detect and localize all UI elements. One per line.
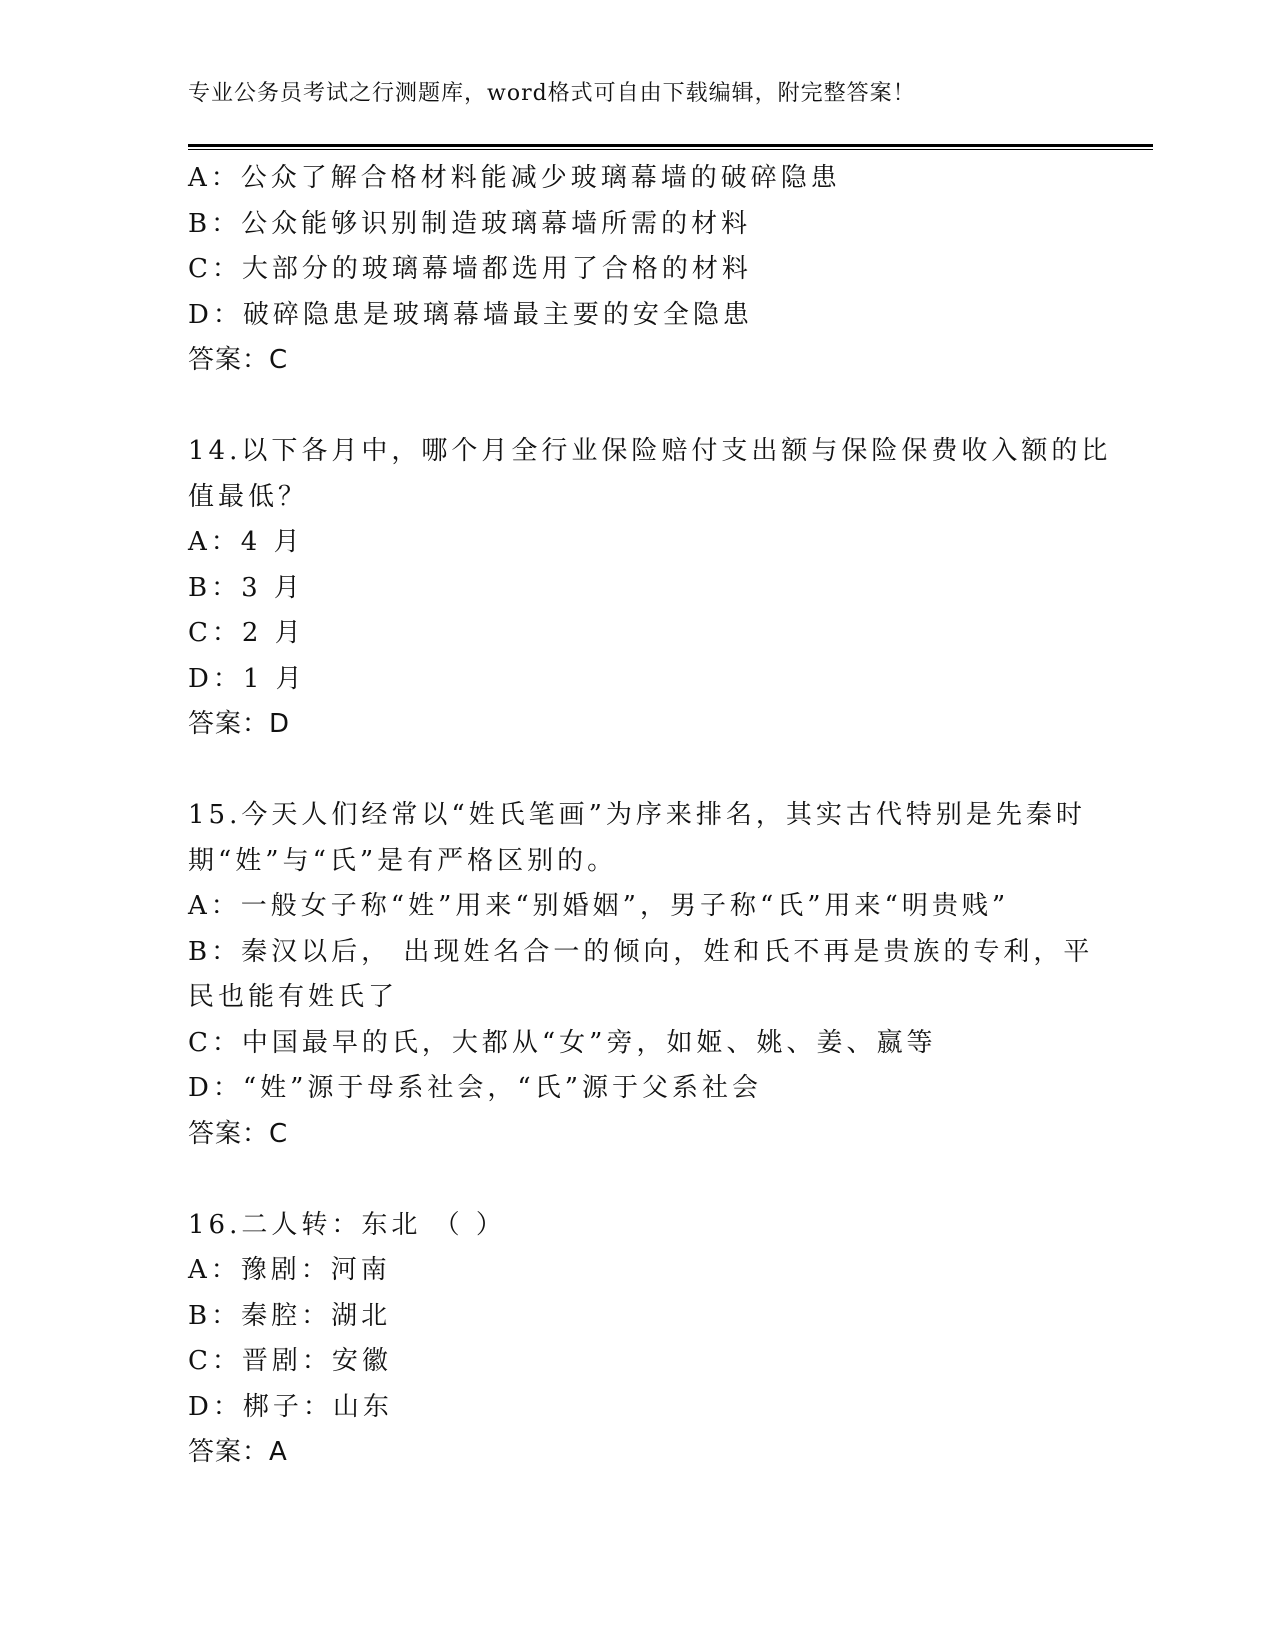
- question-13-block: [188, 156, 1088, 384]
- option-a: A：公众了解合格材料能减少玻璃幕墙的破碎隐患: [188, 163, 841, 193]
- question-stem-continued: 期“姓”与“氏”是有严格区别的。: [188, 845, 618, 876]
- option-d: D：破碎隐患是玻璃幕墙最主要的安全隐患: [188, 299, 753, 330]
- page-header: 专业公务员考试之行测题库，word格式可自由下载编辑，附完整答案！: [188, 81, 916, 106]
- option-a: A：一般女子称“姓”用来“别婚姻”，男子称“氏”用来“明贵贱”: [188, 891, 1010, 921]
- option-d: D：梆子：山东: [188, 1391, 393, 1422]
- answer-line: 答案：C: [188, 1118, 289, 1149]
- question-stem: 14.以下各月中，哪个月全行业保险赔付支出额与保险保费收入额的比: [188, 436, 1112, 466]
- option-c: C：大部分的玻璃幕墙都选用了合格的材料: [188, 254, 752, 284]
- question-15-block: [188, 793, 1094, 1157]
- option-b-continued: 民也能有姓氏了: [188, 982, 399, 1012]
- option-d: D：1 月: [188, 663, 306, 694]
- header-rule-thick: [188, 144, 1153, 147]
- option-b: B：秦腔：湖北: [188, 1300, 392, 1331]
- option-c: C：2 月: [188, 618, 305, 648]
- answer-line: 答案：D: [188, 709, 291, 739]
- header-rule-thin: [188, 149, 1153, 150]
- document-body: [188, 156, 1112, 1476]
- question-stem: 16.二人转：东北 （ ）: [188, 1209, 506, 1240]
- question-16-block: [188, 1203, 1088, 1476]
- answer-line: 答案：C: [188, 345, 289, 375]
- question-stem-continued: 值最低？: [188, 481, 309, 512]
- option-b: B：秦汉以后， 出现姓名合一的倾向，姓和氏不再是贵族的专利，平: [188, 936, 1094, 967]
- option-b: B：3 月: [188, 572, 304, 603]
- option-d: D：“姓”源于母系社会，“氏”源于父系社会: [188, 1073, 763, 1103]
- question-stem: 15.今天人们经常以“姓氏笔画”为序来排名，其实古代特别是先秦时: [188, 800, 1086, 830]
- option-c: C：晋剧：安徽: [188, 1346, 392, 1376]
- option-a: A：4 月: [188, 527, 304, 557]
- option-c: C：中国最早的氏，大都从“女”旁，如姬、姚、姜、嬴等: [188, 1027, 937, 1058]
- option-a: A：豫剧：河南: [188, 1255, 391, 1285]
- answer-line: 答案：A: [188, 1437, 288, 1467]
- question-14-block: [188, 429, 1112, 748]
- option-b: B：公众能够识别制造玻璃幕墙所需的材料: [188, 208, 752, 239]
